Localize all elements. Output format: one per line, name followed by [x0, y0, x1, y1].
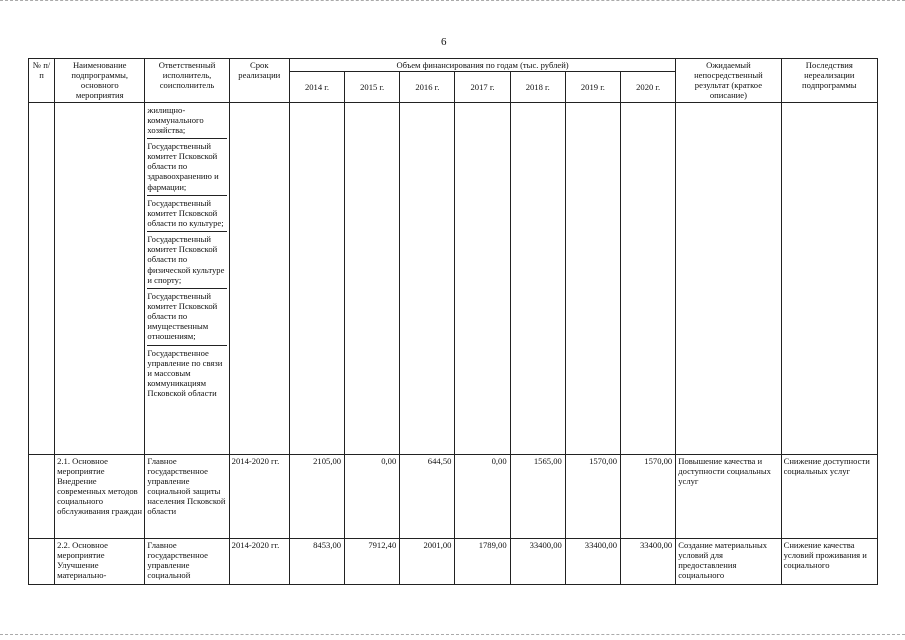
cell-value [510, 102, 565, 454]
cell-name: 2.1. Основное мероприятие Внедрение современных методов социального обслуживания граждан [55, 454, 145, 538]
cell-period: 2014-2020 гг. [229, 538, 289, 584]
cell-value: 33400,00 [565, 538, 620, 584]
cell-value: 33400,00 [510, 538, 565, 584]
cell-num [29, 538, 55, 584]
cell-result: Повышение качества и доступности социальных услуг [676, 454, 781, 538]
cell-num [29, 454, 55, 538]
executor-entry: Государственное управление по связи и массовым коммуникациям Псковской области [147, 347, 223, 399]
cell-value: 0,00 [455, 454, 510, 538]
cell-consequences: Снижение доступности социальных услуг [781, 454, 877, 538]
header-year: 2020 г. [621, 72, 676, 102]
cell-value [289, 102, 344, 454]
page-number: 6 [441, 36, 447, 48]
cell-executor: Главное государственное управление социальной защиты населения Псковской области [145, 454, 229, 538]
header-year: 2018 г. [510, 72, 565, 102]
cell-result: Создание материальных условий для предоставления социального [676, 538, 781, 584]
cell-value [345, 102, 400, 454]
header-year: 2019 г. [565, 72, 620, 102]
header-financing: Объем финансирования по годам (тыс. рублей) [289, 59, 675, 72]
executor-entry: Государственный комитет Псковской области по здравоохранению и фармации; [147, 139, 226, 196]
cell-value [455, 102, 510, 454]
cell-value: 1565,00 [510, 454, 565, 538]
cell-name [55, 102, 145, 454]
cell-executor: Главное государственное управление социальной [145, 538, 229, 584]
header-result: Ожидаемый непосредственный результат (краткое описание) [676, 59, 781, 103]
cell-value: 0,00 [345, 454, 400, 538]
scan-top-edge [0, 0, 905, 4]
continuation-row [29, 102, 878, 454]
header-executor: Ответственный исполнитель, соисполнитель [145, 59, 229, 103]
cell-name: 2.2. Основное мероприятие Улучшение материально- [55, 538, 145, 584]
header-num: № п/п [29, 59, 55, 103]
table-row [29, 454, 878, 538]
cell-value: 1789,00 [455, 538, 510, 584]
header-year: 2014 г. [289, 72, 344, 102]
cell-value: 1570,00 [565, 454, 620, 538]
cell-period: 2014-2020 гг. [229, 454, 289, 538]
header-name: Наименование подпрограммы, основного мероприятия [55, 59, 145, 103]
cell-value: 2105,00 [289, 454, 344, 538]
cell-value: 7912,40 [345, 538, 400, 584]
executor-entry: Государственный комитет Псковской области по физической культуре и спорту; [147, 232, 226, 289]
cell-period [229, 102, 289, 454]
cell-value: 2001,00 [400, 538, 455, 584]
executor-entry: Государственный комитет Псковской области по имущественным отношениям; [147, 289, 226, 346]
header-year: 2015 г. [345, 72, 400, 102]
cell-consequences: Снижение качества условий проживания и социального [781, 538, 877, 584]
financing-table [28, 58, 878, 585]
executor-entry: Государственный комитет Псковской области по культуре; [147, 196, 226, 232]
cell-num [29, 102, 55, 454]
cell-value [565, 102, 620, 454]
table-row [29, 538, 878, 584]
cell-value: 8453,00 [289, 538, 344, 584]
cell-value: 33400,00 [621, 538, 676, 584]
cell-value: 644,50 [400, 454, 455, 538]
cell-value [621, 102, 676, 454]
cell-result [676, 102, 781, 454]
cell-value [400, 102, 455, 454]
cell-value: 1570,00 [621, 454, 676, 538]
scan-bottom-edge [0, 634, 905, 638]
header-consequences: Последствия нереализации подпрограммы [781, 59, 877, 103]
continuation-executors [145, 102, 229, 454]
header-row-1 [29, 59, 878, 72]
header-year: 2016 г. [400, 72, 455, 102]
cell-consequences [781, 102, 877, 454]
header-year: 2017 г. [455, 72, 510, 102]
executor-entry: жилищно-коммунального хозяйства; [147, 103, 226, 139]
header-period: Срок реализации [229, 59, 289, 103]
